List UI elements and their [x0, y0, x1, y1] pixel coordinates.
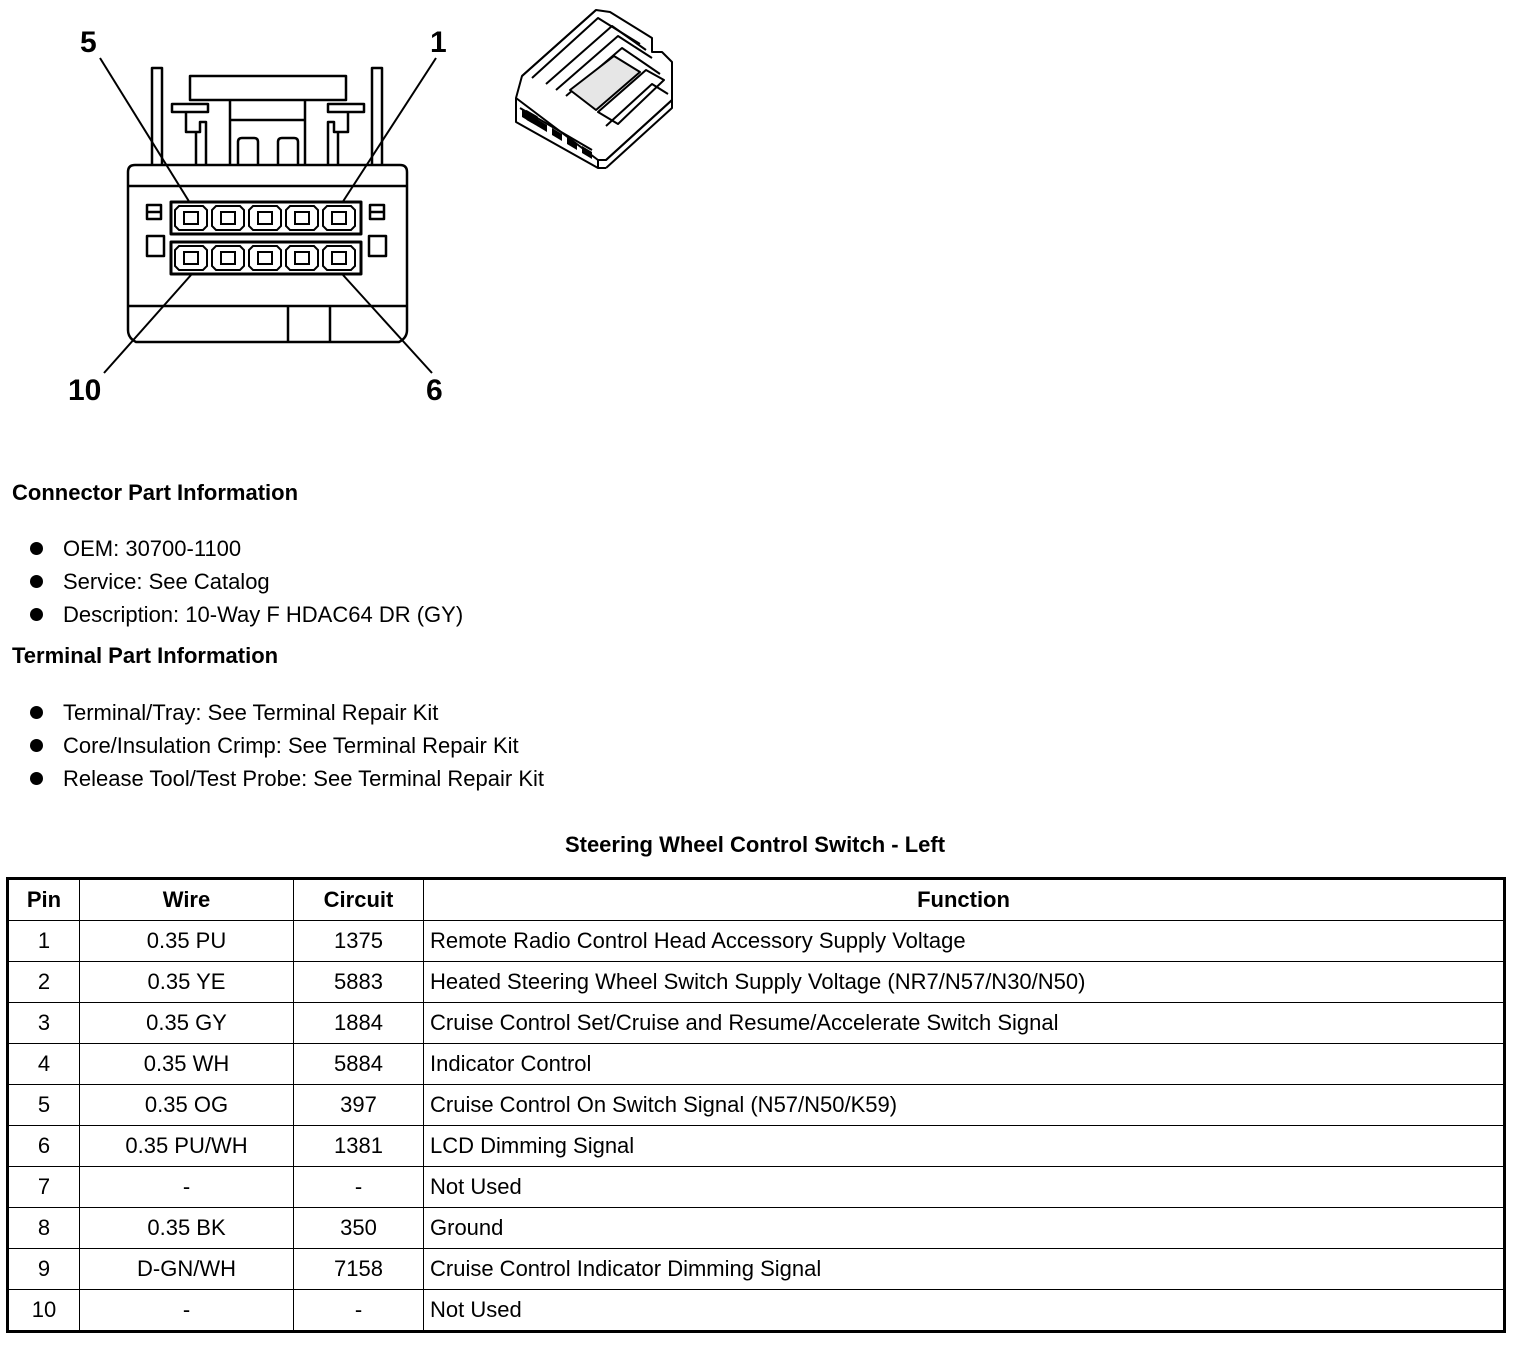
- bullet-icon: [30, 608, 43, 621]
- circuit-cell: 7158: [294, 1249, 424, 1290]
- column-header-wire: Wire: [80, 879, 294, 921]
- wire-cell: D-GN/WH: [80, 1249, 294, 1290]
- circuit-cell: 1381: [294, 1126, 424, 1167]
- column-header-pin: Pin: [8, 879, 80, 921]
- circuit-cell: 5883: [294, 962, 424, 1003]
- table-row: [8, 1167, 1505, 1208]
- list-item-text: OEM: 30700-1100: [63, 536, 242, 561]
- terminal-cavity: [249, 246, 281, 270]
- bullet-icon: [30, 739, 43, 752]
- terminal-cavity: [323, 206, 355, 230]
- circuit-cell: 1884: [294, 1003, 424, 1044]
- pin-cell: 10: [8, 1290, 80, 1332]
- list-item-text: Core/Insulation Crimp: See Terminal Repair Kit: [63, 733, 519, 758]
- terminal-part-info-heading: Terminal Part Information: [12, 643, 279, 668]
- pin-leader-lines: [100, 58, 436, 373]
- wire-cell: -: [80, 1167, 294, 1208]
- wire-cell: 0.35 PU/WH: [80, 1126, 294, 1167]
- list-item-text: Release Tool/Test Probe: See Terminal Repair Kit: [63, 766, 544, 791]
- table-body: [8, 921, 1505, 1332]
- bullet-icon: [30, 772, 43, 785]
- pin-cell: 9: [8, 1249, 80, 1290]
- terminal-cavity: [212, 246, 244, 270]
- function-cell: Remote Radio Control Head Accessory Supply Voltage: [424, 921, 1505, 962]
- pin-label-6: 6: [426, 374, 443, 407]
- pin-cell: 2: [8, 962, 80, 1003]
- table-title: Steering Wheel Control Switch - Left: [564, 832, 946, 857]
- list-item-text: Terminal/Tray: See Terminal Repair Kit: [63, 700, 439, 725]
- function-cell: Not Used: [424, 1290, 1505, 1332]
- function-cell: Cruise Control On Switch Signal (N57/N50/K59): [424, 1085, 1505, 1126]
- function-cell: Cruise Control Indicator Dimming Signal: [424, 1249, 1505, 1290]
- circuit-cell: -: [294, 1290, 424, 1332]
- function-cell: Not Used: [424, 1167, 1505, 1208]
- wire-cell: 0.35 WH: [80, 1044, 294, 1085]
- pin-cell: 1: [8, 921, 80, 962]
- wire-cell: 0.35 YE: [80, 962, 294, 1003]
- pin-cell: 8: [8, 1208, 80, 1249]
- wire-cell: 0.35 BK: [80, 1208, 294, 1249]
- table-header-row: [8, 879, 1505, 921]
- bullet-icon: [30, 706, 43, 719]
- pin-label-1: 1: [430, 26, 447, 59]
- circuit-cell: 350: [294, 1208, 424, 1249]
- list-item: [30, 565, 463, 598]
- list-item: [30, 762, 544, 795]
- connector-diagram: [0, 0, 700, 420]
- wire-cell: -: [80, 1290, 294, 1332]
- table-row: [8, 1126, 1505, 1167]
- bullet-icon: [30, 542, 43, 555]
- wire-cell: 0.35 OG: [80, 1085, 294, 1126]
- terminal-cavity: [175, 206, 207, 230]
- circuit-cell: 397: [294, 1085, 424, 1126]
- function-cell: Indicator Control: [424, 1044, 1505, 1085]
- function-cell: Ground: [424, 1208, 1505, 1249]
- terminal-part-info-list: [30, 696, 544, 795]
- table-row: [8, 1290, 1505, 1332]
- pin-cell: 6: [8, 1126, 80, 1167]
- terminal-cavity: [175, 246, 207, 270]
- pin-cell: 3: [8, 1003, 80, 1044]
- circuit-cell: -: [294, 1167, 424, 1208]
- list-item-text: Service: See Catalog: [63, 569, 270, 594]
- terminal-cavity: [249, 206, 281, 230]
- list-item: [30, 729, 544, 762]
- bullet-icon: [30, 575, 43, 588]
- table-row: [8, 1003, 1505, 1044]
- column-header-function: Function: [424, 879, 1505, 921]
- wire-cell: 0.35 PU: [80, 921, 294, 962]
- connector-part-info-list: [30, 532, 463, 631]
- function-cell: Heated Steering Wheel Switch Supply Voltage (NR7/N57/N30/N50): [424, 962, 1505, 1003]
- terminal-cavity: [286, 246, 318, 270]
- table-row: [8, 921, 1505, 962]
- terminal-cavity: [212, 206, 244, 230]
- pin-cell: 7: [8, 1167, 80, 1208]
- table-row: [8, 1085, 1505, 1126]
- table-row: [8, 1249, 1505, 1290]
- connector-isometric-view: [516, 10, 672, 168]
- function-cell: Cruise Control Set/Cruise and Resume/Accelerate Switch Signal: [424, 1003, 1505, 1044]
- wire-cell: 0.35 GY: [80, 1003, 294, 1044]
- table-row: [8, 1044, 1505, 1085]
- circuit-cell: 5884: [294, 1044, 424, 1085]
- function-cell: LCD Dimming Signal: [424, 1126, 1505, 1167]
- table-row: [8, 962, 1505, 1003]
- pin-label-5: 5: [80, 26, 97, 59]
- terminal-cavity: [323, 246, 355, 270]
- column-header-circuit: Circuit: [294, 879, 424, 921]
- terminal-cavities: [175, 206, 355, 270]
- list-item: [30, 532, 463, 565]
- list-item: [30, 696, 544, 729]
- terminal-cavity: [286, 206, 318, 230]
- pin-cell: 5: [8, 1085, 80, 1126]
- connector-part-info-heading: Connector Part Information: [12, 480, 299, 505]
- circuit-cell: 1375: [294, 921, 424, 962]
- pin-label-10: 10: [68, 374, 102, 407]
- pinout-table: [6, 877, 1506, 1333]
- list-item-text: Description: 10-Way F HDAC64 DR (GY): [63, 602, 464, 627]
- list-item: [30, 598, 463, 631]
- pin-cell: 4: [8, 1044, 80, 1085]
- table-row: [8, 1208, 1505, 1249]
